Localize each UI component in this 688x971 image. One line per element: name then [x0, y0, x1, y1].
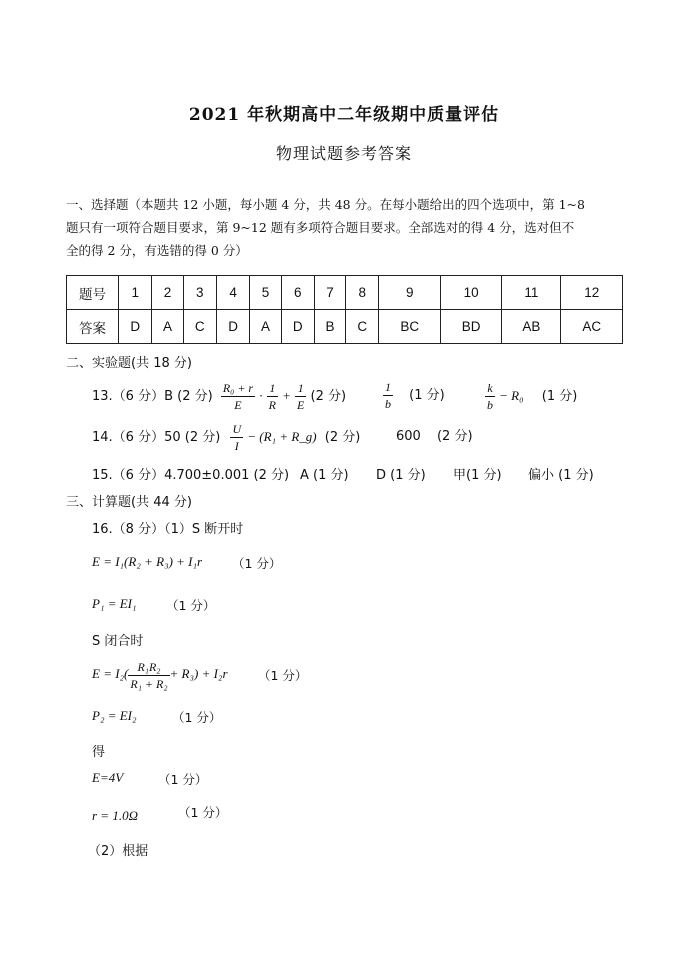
q14-score-1: (2 分) [324, 430, 361, 445]
q13-fraction-4 [383, 379, 393, 412]
table-cell: AC [561, 310, 623, 344]
table-cell: B [314, 310, 345, 344]
part-2-label: （2）根据 [88, 844, 149, 859]
table-cell: 1 [119, 276, 152, 310]
table-row-answers [67, 310, 623, 344]
equation-2: P₁ = EI₁ [92, 596, 137, 611]
q13-f2-numerator: 1 [267, 380, 278, 397]
table-cell: AB [502, 310, 561, 344]
q13-part3 [485, 378, 577, 414]
table-row-numbers [67, 276, 623, 310]
table-cell: 3 [183, 276, 216, 310]
q13-fraction-5 [485, 380, 495, 413]
q13-fraction-1 [221, 380, 255, 413]
q13-f3-numerator: 1 [295, 380, 306, 397]
q13-fraction-3 [295, 380, 306, 413]
section1-line-1: 一、选择题（本题共 12 小题，每小题 4 分，共 48 分。在每小题给出的四个选项中，第 1~8 [66, 197, 585, 212]
q14-row [92, 419, 360, 455]
table-cell: D [216, 310, 249, 344]
q13-f4-denominator: b [385, 397, 391, 411]
equation-3-lhs: E = I₂( [92, 666, 129, 681]
q14-value-2: 600 [396, 429, 421, 444]
page-title: 2021 年秋期高中二年级期中质量评估 [188, 105, 500, 125]
q13-fraction-2 [267, 380, 278, 413]
q16-title: 16.（8 分）（1）S 断开时 [92, 522, 244, 537]
equation-3-score: （1 分） [258, 668, 308, 683]
table-cell: 12 [561, 276, 623, 310]
q13-dot: · [259, 388, 263, 403]
q15-answer-c: 甲(1 分) [453, 468, 502, 483]
table-cell: 8 [346, 276, 379, 310]
equation-6-score: （1 分） [178, 805, 228, 820]
q14-prefix: 14.（6 分）50 (2 分) [92, 430, 221, 445]
table-cell: C [346, 310, 379, 344]
q13-f1-denominator: E [234, 398, 242, 412]
table-header-cell: 题号 [67, 276, 119, 310]
equation-5-score: （1 分） [158, 772, 208, 787]
equation-1-score: （1 分） [232, 556, 282, 571]
section2-heading: 二、实验题(共 18 分) [66, 356, 192, 371]
q13-tail: − R₀ [499, 388, 524, 403]
equation-1: E = I₁(R₂ + R₃) + I₁r [92, 554, 203, 569]
table-cell: 7 [314, 276, 345, 310]
q13-f4-numerator: 1 [385, 380, 391, 394]
table-cell: BD [440, 310, 501, 344]
section1-line-3: 全的得 2 分，有选错的得 0 分） [66, 243, 248, 258]
table-cell: 11 [502, 276, 561, 310]
q13-f5-denominator: b [487, 398, 493, 412]
section1-intro [66, 193, 626, 262]
q13-row [92, 378, 346, 414]
q14-part2 [396, 419, 473, 455]
table-header-cell: 答案 [67, 310, 119, 344]
table-cell: 2 [152, 276, 183, 310]
q14-fraction [230, 421, 243, 454]
table-cell: C [183, 310, 216, 344]
q13-f2-denominator: R [268, 398, 276, 412]
q15-answer-b: D (1 分) [376, 468, 426, 483]
table-cell: 9 [379, 276, 440, 310]
equation-5: E=4V [92, 770, 124, 785]
q13-score-2: (1 分) [409, 388, 445, 403]
q14-numerator: U [232, 422, 242, 436]
table-cell: 5 [250, 276, 281, 310]
q14-score-2: (2 分) [436, 429, 473, 444]
q13-prefix: 13.（6 分）B (2 分) [92, 389, 213, 404]
q15-answer-a: A (1 分) [300, 468, 349, 483]
table-cell: 4 [216, 276, 249, 310]
q15-answer-d: 偏小 (1 分) [528, 468, 594, 483]
equation-6: r = 1.0Ω [92, 808, 138, 823]
q13-part2 [383, 378, 445, 414]
table-cell: D [281, 310, 314, 344]
table-cell: 6 [281, 276, 314, 310]
table-cell: 10 [440, 276, 501, 310]
equation-2-score: （1 分） [166, 598, 216, 613]
result-label: 得 [92, 745, 106, 760]
q13-f3-denominator: E [297, 398, 305, 412]
q13-f1-numerator: R₀ + r [222, 381, 254, 395]
equation-3-denominator: R₁ + R₂ [130, 676, 168, 691]
section1-line-2: 题只有一项符合题目要求，第 9~12 题有多项符合题目要求。全部选对的得 4 分，选对但不 [66, 220, 575, 235]
equation-3-numerator: R₁R₂ [128, 659, 169, 676]
section3-heading: 三、计算题(共 44 分) [66, 495, 192, 510]
equation-4-score: （1 分） [172, 710, 222, 725]
equation-4: P₂ = EI₂ [92, 708, 137, 723]
table-cell: A [152, 310, 183, 344]
equation-3-fraction [128, 659, 169, 692]
q15-prefix: 15.（6 分）4.700±0.001 (2 分) [92, 468, 290, 483]
q13-score-1: (2 分) [310, 389, 347, 404]
q14-denominator: I [234, 439, 239, 453]
table-cell: D [119, 310, 152, 344]
page-subtitle: 物理试题参考答案 [275, 144, 412, 163]
table-cell: BC [379, 310, 440, 344]
equation-3 [92, 654, 228, 694]
q13-f5-numerator: k [485, 380, 495, 397]
q14-tail: − (R₁ + R_g) [247, 429, 317, 444]
q13-plus: + [282, 388, 291, 403]
q13-score-3: (1 分) [541, 389, 578, 404]
table-cell: A [250, 310, 281, 344]
answer-table [66, 275, 623, 344]
equation-3-rhs: + R₃) + I₂r [169, 666, 228, 681]
switch-closed-label: S 闭合时 [92, 634, 144, 649]
